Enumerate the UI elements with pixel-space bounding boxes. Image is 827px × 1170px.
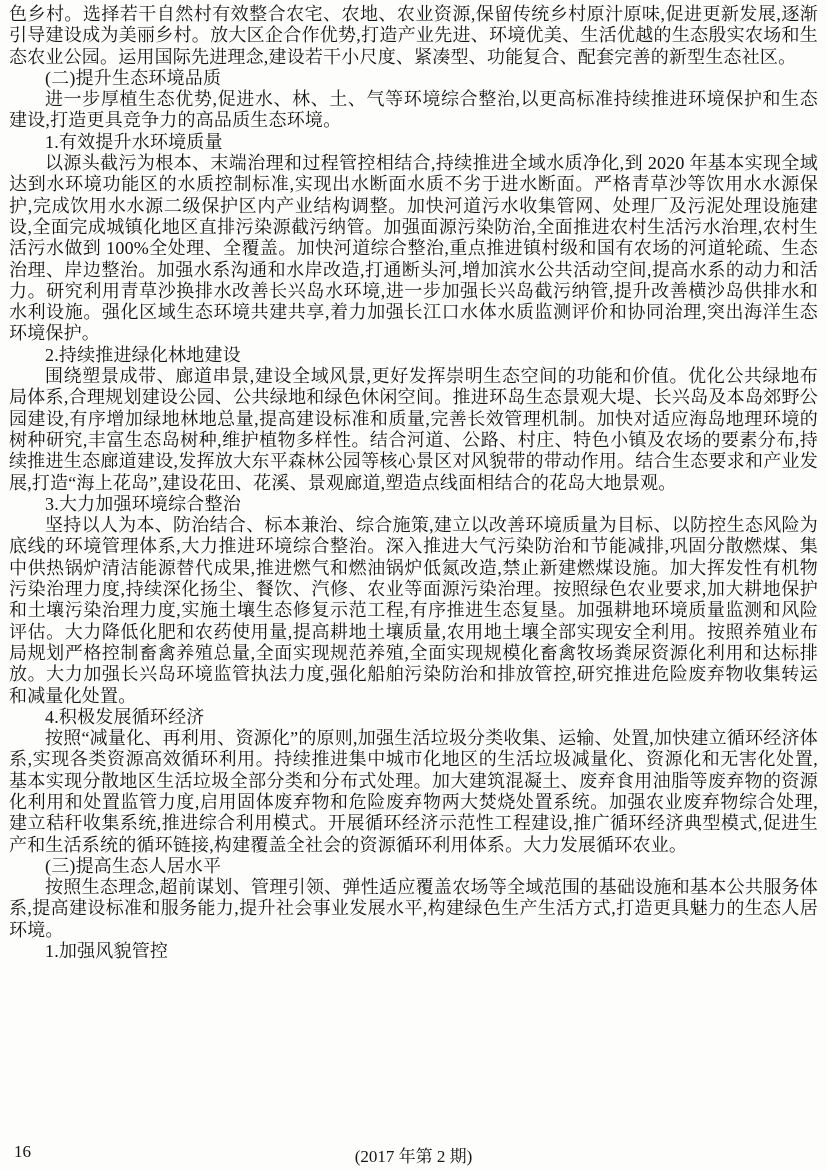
issue-label: (2017 年第 2 期) xyxy=(354,1147,473,1166)
numbered-heading: 1.有效提升水环境质量 xyxy=(45,131,223,152)
page-number: 16 xyxy=(14,1142,31,1161)
section-heading: (三)提高生态人居水平 xyxy=(45,855,222,876)
section-heading: (二)提升生态环境品质 xyxy=(45,67,222,88)
body-paragraph: 按照生态理念,超前谋划、管理引领、弹性适应覆盖农场等全域范围的基础设施和基本公共服务体系,提高建设标准和服务能力,提升社会事业发展水平,构建绿色生产生活方式,打造更具魅力的生态人居环境。 xyxy=(9,877,818,940)
body-paragraph: 坚持以人为本、防治结合、标本兼治、综合施策,建立以改善环境质量为目标、以防控生态风险为底线的环境管理体系,大力推进环境综合整治。深入推进大气污染防治和节能减排,巩固分散燃煤、集中供热锅炉清洁能源替代成果,推进燃气和燃油锅炉低氮改造,禁止新建燃煤设施。加大挥发性有机物污染治理力度,持续深化扬尘、餐饮、汽修、农业等面源污染治理。按照绿色农业要求,加大耕地保护和土壤污染治理力度,实施土壤生态修复示范工程,有序推进生态复垦。加强耕地环境质量监测和风险评估。大力降低化肥和农药使用量,提高耕地土壤质量,农用地土壤全部实现安全利用。按照养殖业布局规划严格控制畜禽养殖总量,全面实现规范养殖,全面实现规模化畜禽牧场粪尿资源化利用和达标排放。大力加强长兴岛环境监管执法力度,强化船舶污染防治和排放管控,研究推进危险废弃物收集转运和减量化处置。 xyxy=(9,515,818,706)
page-footer xyxy=(0,1142,827,1164)
numbered-heading: 4.积极发展循环经济 xyxy=(45,706,205,727)
numbered-heading: 1.加强风貌管控 xyxy=(45,941,169,962)
body-paragraph: 色乡村。选择若干自然村有效整合农宅、农地、农业资源,保留传统乡村原汁原味,促进更新发展,逐渐引导建设成为美丽乡村。放大区企合作优势,打造产业先进、环境优美、生活优越的生态殷实农场和生态农业公园。运用国际先进理念,建设若干小尺度、紧凑型、功能复合、配套完善的新型生态社区。 xyxy=(9,4,818,67)
document-body xyxy=(9,4,818,962)
numbered-heading: 3.大力加强环境综合整治 xyxy=(45,493,241,514)
numbered-heading: 2.持续推进绿化林地建设 xyxy=(45,344,241,365)
body-paragraph: 以源头截污为根本、末端治理和过程管控相结合,持续推进全域水质净化,到 2020 年基本实现全域达到水环境功能区的水质控制标准,实现出水断面水质不劣于进水断面。严格青草沙等饮用水水源保护,完成饮用水水源二级保护区内产业结构调整。加快河道污水收集管网、处理厂及污泥处理设施建设,全面完成城镇化地区直排污染源截污纳管。加强面源污染防治,全面推进农村生活污水治理,农村生活污水做到 100%全处理、全覆盖。加快河道综合整治,重点推进镇村级和国有农场的河道轮疏、生态治理、岸边整治。加强水系沟通和水岸改造,打通断头河,增加滨水公共活动空间,提高水系的动力和活力。研究利用青草沙换排水改善长兴岛水环境,进一步加强长兴岛截污纳管,提升改善横沙岛供排水和水利设施。强化区域生态环境共建共享,着力加强长江口水体水质监测评价和协同治理,突出海洋生态环境保护。 xyxy=(9,153,818,344)
body-paragraph: 围绕塑景成带、廊道串景,建设全域风景,更好发挥崇明生态空间的功能和价值。优化公共绿地布局体系,合理规划建设公园、公共绿地和绿色休闲空间。推进环岛生态景观大堤、长兴岛及本岛郊野公园建设,有序增加绿地林地总量,提高建设标准和质量,完善长效管理机制。加快对适应海岛地理环境的树种研究,丰富生态岛树种,维护植物多样性。结合河道、公路、村庄、特色小镇及农场的要素分布,持续推进生态廊道建设,发挥放大东平森林公园等核心景区对风貌带的带动作用。结合生态要求和产业发展,打造“海上花岛”,建设花田、花溪、景观廊道,塑造点线面相结合的花岛大地景观。 xyxy=(9,366,818,493)
body-paragraph: 进一步厚植生态优势,促进水、林、土、气等环境综合整治,以更高标准持续推进环境保护和生态建设,打造更具竞争力的高品质生态环境。 xyxy=(9,89,818,131)
body-paragraph: 按照“减量化、再利用、资源化”的原则,加强生活垃圾分类收集、运输、处置,加快建立循环经济体系,实现各类资源高效循环利用。持续推进集中城市化地区的生活垃圾减量化、资源化和无害化处置,基本实现分散地区生活垃圾全部分类和分布式处理。加大建筑混凝土、废弃食用油脂等废弃物的资源化利用和处置监管力度,启用固体废弃物和危险废弃物两大焚烧处置系统。加强农业废弃物综合处理,建立秸秆收集系统,推进综合利用模式。开展循环经济示范性工程建设,推广循环经济典型模式,促进生产和生活系统的循环链接,构建覆盖全社会的资源循环利用体系。大力发展循环农业。 xyxy=(9,728,818,855)
